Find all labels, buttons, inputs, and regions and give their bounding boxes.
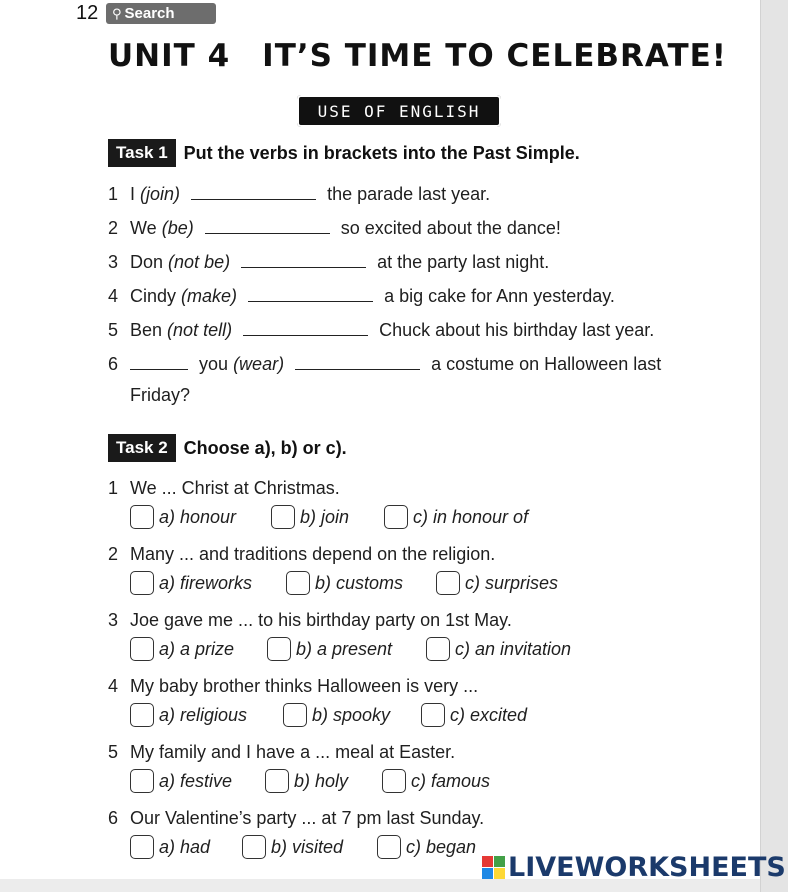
item-number: 3: [108, 252, 119, 272]
option-b[interactable]: [265, 769, 382, 793]
task2-question-1: [108, 478, 340, 499]
option-b[interactable]: [271, 505, 384, 529]
task2-question-5: [108, 742, 455, 763]
option-b[interactable]: [242, 835, 377, 859]
question-text: My family and I have a ... meal at Easter.: [130, 742, 456, 762]
task2-label: Task 2: [108, 434, 176, 462]
task2-question-4: [108, 676, 478, 697]
option-label: b) holy: [294, 770, 349, 791]
option-label: b) a present: [296, 638, 393, 659]
checkbox[interactable]: [436, 571, 460, 595]
item-number: 5: [108, 320, 119, 340]
unit-title: [108, 38, 727, 74]
task2-options-1: [130, 505, 528, 529]
item-verb: (not be): [168, 252, 231, 272]
option-a[interactable]: [130, 703, 283, 727]
search-badge[interactable]: [106, 3, 216, 24]
task1-item-5: [108, 317, 654, 341]
task2-instruction: Choose a), b) or c).: [183, 437, 347, 458]
option-label: c) an invitation: [455, 638, 572, 659]
checkbox[interactable]: [283, 703, 307, 727]
checkbox[interactable]: [384, 505, 408, 529]
option-label: b) visited: [271, 836, 344, 857]
task1-label: Task 1: [108, 139, 176, 167]
option-label: b) join: [300, 506, 350, 527]
item-number: 4: [108, 286, 119, 306]
question-number: 4: [108, 676, 119, 696]
task1-item-4: [108, 283, 615, 307]
answer-blank[interactable]: [241, 249, 366, 268]
checkbox[interactable]: [130, 637, 154, 661]
option-label: a) festive: [159, 770, 233, 791]
checkbox[interactable]: [421, 703, 445, 727]
option-label: c) in honour of: [413, 506, 529, 527]
option-label: a) honour: [159, 506, 237, 527]
right-margin-bar: [760, 0, 788, 892]
option-label: c) began: [406, 836, 477, 857]
checkbox[interactable]: [130, 703, 154, 727]
item-verb: (join): [140, 184, 181, 204]
item-number: 2: [108, 218, 119, 238]
answer-blank[interactable]: [191, 181, 316, 200]
checkbox[interactable]: [242, 835, 266, 859]
answer-blank[interactable]: [295, 351, 420, 370]
item-subject: Ben: [130, 320, 163, 340]
liveworksheets-mark-icon: [482, 856, 505, 879]
task1-item-3: [108, 249, 549, 273]
liveworksheets-logo: [482, 852, 786, 883]
task1-item-1: [108, 181, 490, 205]
question-text: My baby brother thinks Halloween is very ...: [130, 676, 479, 696]
question-number: 2: [108, 544, 119, 564]
question-text: Our Valentine’s party ... at 7 pm last Sunday.: [130, 808, 485, 828]
item-number: 1: [108, 184, 119, 204]
item-verb: (not tell): [167, 320, 233, 340]
item-subject: We: [130, 218, 157, 238]
option-label: a) a prize: [159, 638, 235, 659]
checkbox[interactable]: [267, 637, 291, 661]
task2-question-6: [108, 808, 484, 829]
unit-name: IT’S TIME TO CELEBRATE!: [262, 38, 727, 74]
item-subject: Cindy: [130, 286, 177, 306]
checkbox[interactable]: [130, 571, 154, 595]
task1-item-6-continuation: Friday?: [130, 385, 191, 405]
task2-options-6: [130, 835, 476, 859]
item-rest: so excited about the dance!: [340, 218, 561, 238]
task1-instruction: Put the verbs in brackets into the Past Simple.: [183, 142, 580, 163]
answer-blank[interactable]: [248, 283, 373, 302]
unit-number: UNIT 4: [108, 38, 231, 74]
item-subject: Don: [130, 252, 164, 272]
section-badge: USE OF ENGLISH: [297, 95, 501, 127]
option-c[interactable]: [377, 835, 476, 859]
option-c[interactable]: [426, 637, 571, 661]
question-text: Joe gave me ... to his birthday party on 1st May.: [130, 610, 512, 630]
task2-options-5: [130, 769, 490, 793]
option-a[interactable]: [130, 769, 265, 793]
item-rest: Chuck about his birthday last year.: [379, 320, 655, 340]
option-a[interactable]: [130, 835, 242, 859]
item-rest: the parade last year.: [327, 184, 491, 204]
task2-header: [108, 434, 347, 462]
option-c[interactable]: [384, 505, 528, 529]
task2-options-3: [130, 637, 571, 661]
item-verb: (be): [161, 218, 194, 238]
checkbox[interactable]: [130, 505, 154, 529]
question-number: 3: [108, 610, 119, 630]
search-icon: ⚲: [112, 5, 122, 21]
question-number: 1: [108, 478, 119, 498]
option-label: c) famous: [411, 770, 491, 791]
item-rest: a big cake for Ann yesterday.: [384, 286, 615, 306]
liveworksheets-text: LIVEWORKSHEETS: [508, 852, 786, 883]
option-c[interactable]: [421, 703, 527, 727]
checkbox[interactable]: [377, 835, 401, 859]
checkbox[interactable]: [265, 769, 289, 793]
task2-question-3: [108, 610, 512, 631]
item-verb: (make): [181, 286, 238, 306]
option-b[interactable]: [283, 703, 421, 727]
option-c[interactable]: [382, 769, 490, 793]
task2-options-4: [130, 703, 527, 727]
option-a[interactable]: [130, 505, 271, 529]
task2-question-2: [108, 544, 495, 565]
task1-item-6: [108, 351, 661, 375]
answer-blank[interactable]: [130, 351, 188, 370]
item-number: 6: [108, 354, 119, 374]
question-text: We ... Christ at Christmas.: [130, 478, 340, 498]
search-label: Search: [124, 5, 175, 22]
option-a[interactable]: [130, 637, 267, 661]
task2-options-2: [130, 571, 558, 595]
task1-header: [108, 139, 580, 167]
option-b[interactable]: [267, 637, 426, 661]
option-label: a) fireworks: [159, 572, 253, 593]
option-label: a) had: [159, 836, 211, 857]
checkbox[interactable]: [271, 505, 295, 529]
task1-item-2: [108, 215, 561, 239]
question-number: 6: [108, 808, 119, 828]
option-label: c) surprises: [465, 572, 559, 593]
checkbox[interactable]: [382, 769, 406, 793]
item-subject: I: [130, 184, 136, 204]
item-rest: a costume on Halloween last: [431, 354, 662, 374]
question-number: 5: [108, 742, 119, 762]
question-text: Many ... and traditions depend on the religion.: [130, 544, 496, 564]
checkbox[interactable]: [130, 769, 154, 793]
option-label: a) religious: [159, 704, 248, 725]
answer-blank[interactable]: [205, 215, 330, 234]
checkbox[interactable]: [286, 571, 310, 595]
option-a[interactable]: [130, 571, 286, 595]
option-label: b) spooky: [312, 704, 391, 725]
option-c[interactable]: [436, 571, 558, 595]
item-rest: at the party last night.: [377, 252, 550, 272]
option-label: c) excited: [450, 704, 528, 725]
checkbox[interactable]: [130, 835, 154, 859]
option-b[interactable]: [286, 571, 436, 595]
checkbox[interactable]: [426, 637, 450, 661]
answer-blank[interactable]: [243, 317, 368, 336]
page-number: 12: [76, 2, 99, 24]
item-subject: you: [199, 354, 229, 374]
item-verb: (wear): [233, 354, 285, 374]
option-label: b) customs: [315, 572, 404, 593]
